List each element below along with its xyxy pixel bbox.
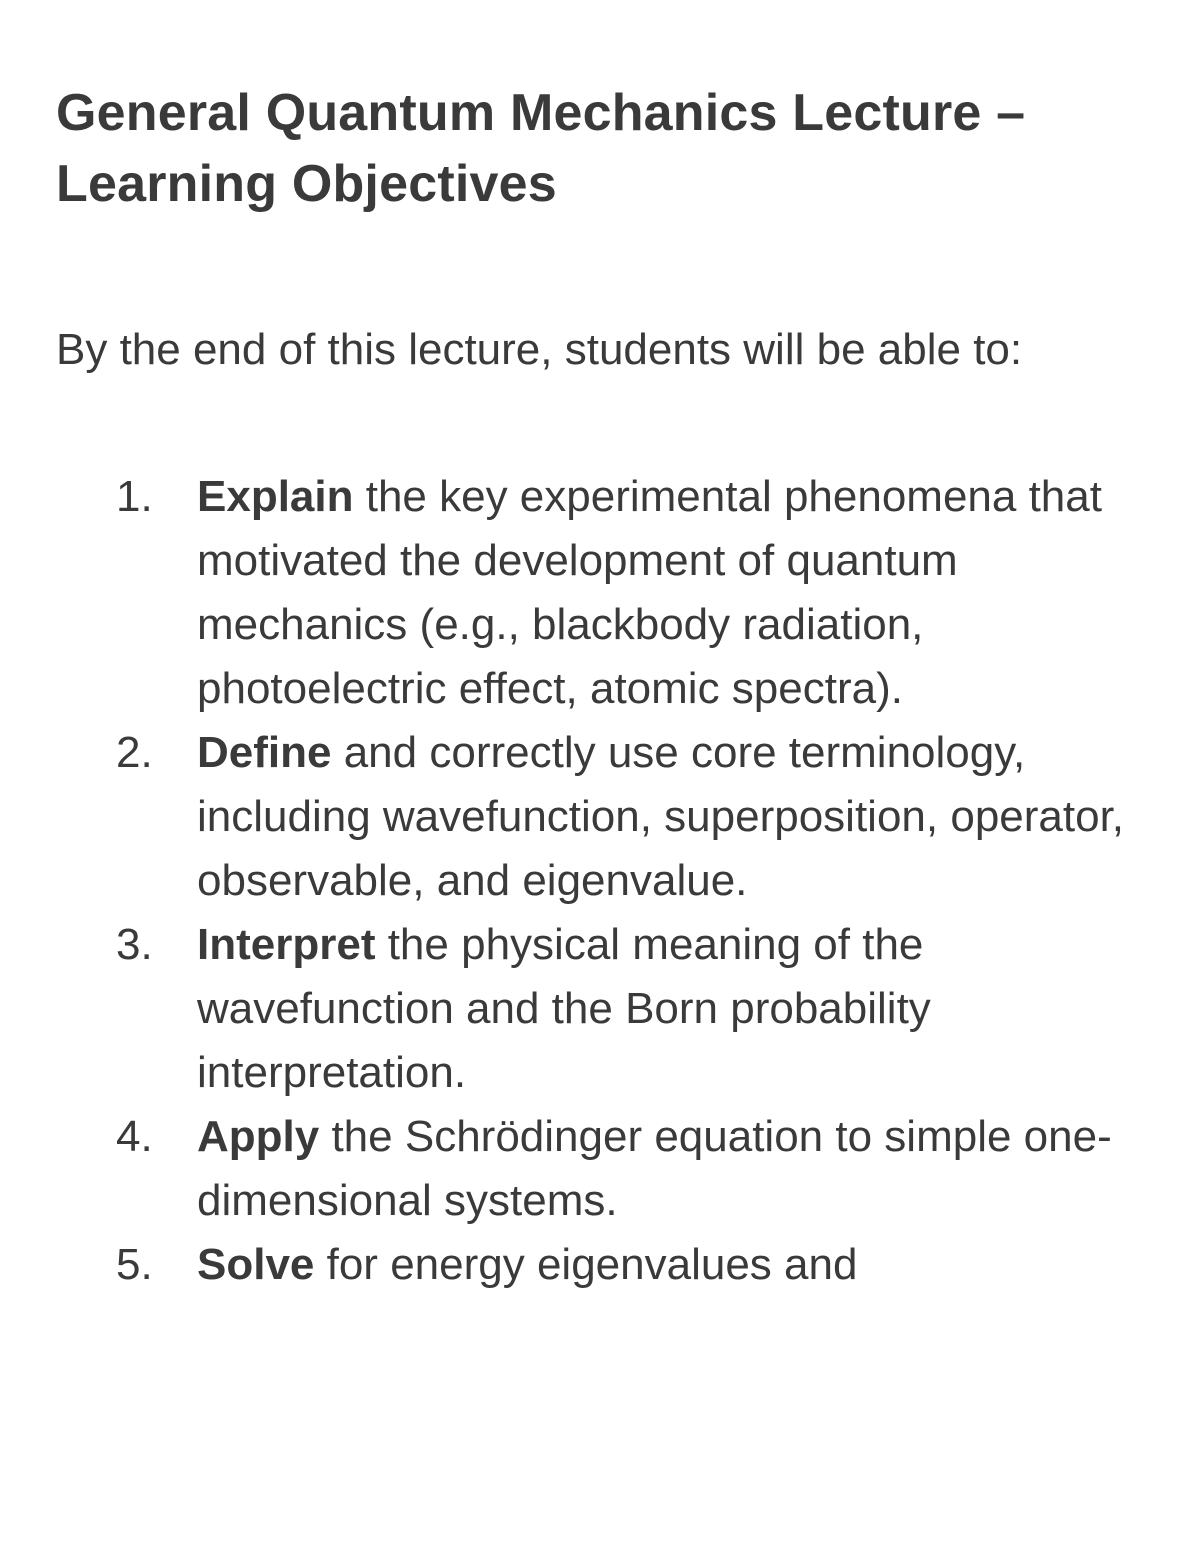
list-item-number: 4. bbox=[116, 1112, 153, 1161]
list-item-text: the Schrödinger equation to simple one-dimensional systems. bbox=[197, 1112, 1112, 1225]
list-item-number: 2. bbox=[116, 728, 153, 777]
list-item-number: 1. bbox=[116, 472, 153, 521]
list-item-text: and correctly use core terminology, including wavefunction, superposition, operator, observable, and eigenvalue. bbox=[197, 728, 1125, 905]
list-item-verb: Define bbox=[197, 728, 332, 777]
list-item-verb: Interpret bbox=[197, 920, 376, 969]
list-item-text: the key experimental phenomena that motivated the development of quantum mechanics (e.g., blackbody radiation, photoelectric effect, atomic spectra). bbox=[197, 472, 1102, 713]
list-item bbox=[56, 721, 1166, 913]
list-item-text: for energy eigenvalues and bbox=[314, 1240, 858, 1289]
list-item-verb: Apply bbox=[197, 1112, 320, 1161]
list-item-number: 5. bbox=[116, 1240, 153, 1289]
list-item bbox=[56, 913, 1166, 1105]
list-item bbox=[56, 465, 1166, 721]
list-item bbox=[56, 1233, 1166, 1297]
document-title: General Quantum Mechanics Lecture – Learning Objectives bbox=[56, 84, 1026, 213]
list-item bbox=[56, 1105, 1166, 1233]
list-item-number: 3. bbox=[116, 920, 153, 969]
objectives-list bbox=[56, 465, 1166, 1297]
list-item-verb: Solve bbox=[197, 1240, 315, 1289]
intro-paragraph: By the end of this lecture, students will be able to: bbox=[56, 325, 1023, 374]
list-item-verb: Explain bbox=[197, 472, 354, 521]
list-item-text: the physical meaning of the wavefunction and the Born probability interpretation. bbox=[197, 920, 931, 1097]
document-page bbox=[56, 78, 1166, 1297]
